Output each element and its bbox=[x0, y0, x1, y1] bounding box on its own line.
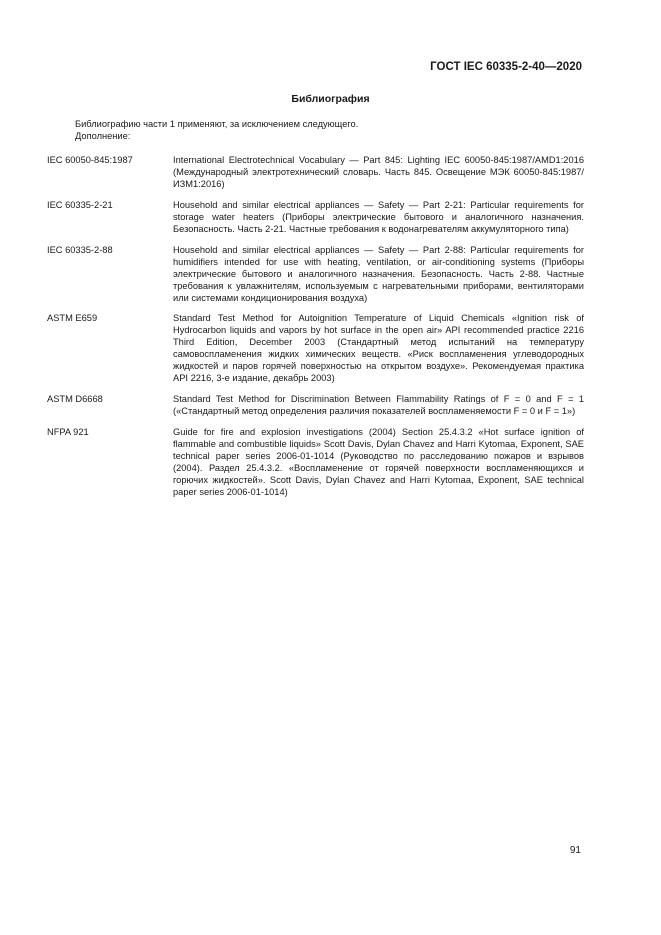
intro-line-2: Дополнение: bbox=[75, 131, 131, 141]
bibliography-entry bbox=[47, 394, 584, 418]
intro-line-1: Библиографию части 1 применяют, за исключением следующего. bbox=[75, 119, 359, 129]
bibliography-entry bbox=[47, 427, 584, 499]
entry-code: IEC 60050-845:1987 bbox=[47, 155, 133, 165]
bibliography-entry bbox=[47, 313, 584, 385]
entry-code: ASTM D6668 bbox=[47, 394, 103, 405]
entry-text: International Electrotechnical Vocabulary — Part 845: Lighting IEC 60050-845:1987/AMD1:2016 (Международный электротехнический словарь. Часть 845. Освещение МЭК 60050-845:1987/ИЗМ1:2016) bbox=[173, 155, 584, 189]
page-title: Библиография bbox=[291, 93, 370, 105]
entry-text: Standard Test Method for Discrimination Between Flammability Ratings of F = 0 and F = 1 («Стандартный метод определения различия показателей воспламеняемости F = 0 и F = 1») bbox=[173, 394, 584, 417]
entry-text: Standard Test Method for Autoignition Temperature of Liquid Chemicals «Ignition risk of Hydrocarbon liquids and vapors by hot surface in the open air» API recommended practice 2216 Third Edition, December 2003 (Стандартный метод испытаний на температуру самовоспламенения жидких химических веществ. «Риск воспламенения углеводородных жидкостей и паров горячей поверхностью на открытом воздухе». Рекомендуемая практика API 2216, 3-е издание, декабрь 2003) bbox=[173, 313, 584, 384]
bibliography-list bbox=[47, 155, 584, 508]
entry-text: Guide for fire and explosion investigations (2004) Section 25.4.3.2 «Hot surface ignition of flammable and combustible liquids» Scott Davis, Dylan Chavez and Harri Kytomaa, Exponent, SAE technical paper series 2006-01-1014 (Руководство по расследованию пожаров и взрывов (2004). Раздел 25.4.3.2. «Воспламенение от горячей поверхности воспламеняющихся и горючих жидкостей». Scott Davis, Dylan Chavez and Harri Kytomaa, Exponent, SAE technical paper series 2006-01-1014) bbox=[173, 427, 584, 497]
entry-code: IEC 60335-2-21 bbox=[47, 199, 113, 210]
entry-code: IEC 60335-2-88 bbox=[47, 244, 113, 255]
entry-code: ASTM E659 bbox=[47, 313, 98, 324]
bibliography-entry bbox=[47, 155, 584, 191]
document-header: ГОСТ IEC 60335-2-40—2020 bbox=[430, 61, 582, 73]
entry-text: Household and similar electrical appliances — Safety — Part 2-88: Particular requirements for humidifiers intended for use with heating, ventilation, or air-conditioning systems (Приборы электрические бытового и аналогичного назначения. Безопасность. Часть 2-88. Частные требования к увлажнителям, используемым с нагревательными приборами, вентиляторами или системами кондиционирования воздуха) bbox=[173, 244, 584, 303]
page-number: 91 bbox=[569, 845, 581, 856]
bibliography-entry bbox=[47, 245, 584, 305]
intro-text bbox=[75, 118, 358, 142]
bibliography-entry bbox=[47, 200, 584, 236]
entry-text: Household and similar electrical appliances — Safety — Part 2-21: Particular requirements for storage water heaters (Приборы электрические бытового и аналогичного назначения. Безопасность. Часть 2-21. Частные требования к водонагревателям аккумуляторного типа) bbox=[173, 199, 584, 234]
entry-code: NFPA 921 bbox=[47, 427, 89, 438]
